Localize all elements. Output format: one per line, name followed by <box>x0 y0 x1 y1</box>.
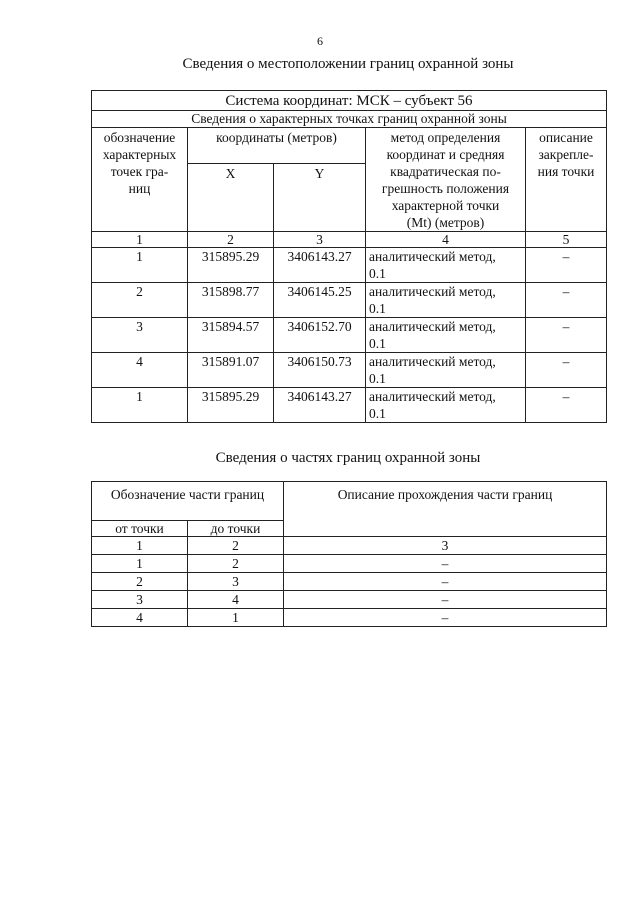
table-row: 4 315891.07 3406150.73 аналитический метод, 0.1 – <box>92 353 607 388</box>
part-designation-header: Обозначение части границ <box>92 482 284 521</box>
page-number: 6 <box>317 34 323 48</box>
column-numbers-row: 1 2 3 <box>92 537 607 555</box>
table-row: 1 315895.29 3406143.27 аналитический метод, 0.1 – <box>92 248 607 283</box>
section-title-parts: Сведения о частях границ охранной зоны <box>215 450 481 466</box>
x-header: X <box>188 164 274 232</box>
table-row: 2 315898.77 3406145.25 аналитический метод, 0.1 – <box>92 283 607 318</box>
boundary-points-table <box>91 90 607 423</box>
method-header: метод определения координат и средняя квадратическая по- грешность положения характерной точки (Mt) (метров) <box>366 128 526 232</box>
table-row: 4 1 – <box>92 609 607 627</box>
table-row: 1 315895.29 3406143.27 аналитический метод, 0.1 – <box>92 388 607 423</box>
section-title-location: Сведения о местоположении границ охранной зоны <box>182 56 514 72</box>
to-point-header: до точки <box>188 521 284 537</box>
table-row: 3 4 – <box>92 591 607 609</box>
y-header: Y <box>274 164 366 232</box>
table-row: 1 2 – <box>92 555 607 573</box>
coordinates-header: координаты (метров) <box>188 128 366 164</box>
table-row: 3 315894.57 3406152.70 аналитический метод, 0.1 – <box>92 318 607 353</box>
description-header: описание закрепле- ния точки <box>526 128 607 232</box>
coord-system-cell: Система координат: МСК – субъект 56 <box>92 91 607 111</box>
table-row: 2 3 – <box>92 573 607 591</box>
part-description-header: Описание прохождения части границ <box>284 482 607 537</box>
char-points-title-cell: Сведения о характерных точках границ охранной зоны <box>92 111 607 128</box>
from-point-header: от точки <box>92 521 188 537</box>
column-numbers-row: 1 2 3 4 5 <box>92 232 607 248</box>
designation-header: обозначение характерных точек гра- ниц <box>92 128 188 232</box>
boundary-parts-table <box>91 481 607 627</box>
